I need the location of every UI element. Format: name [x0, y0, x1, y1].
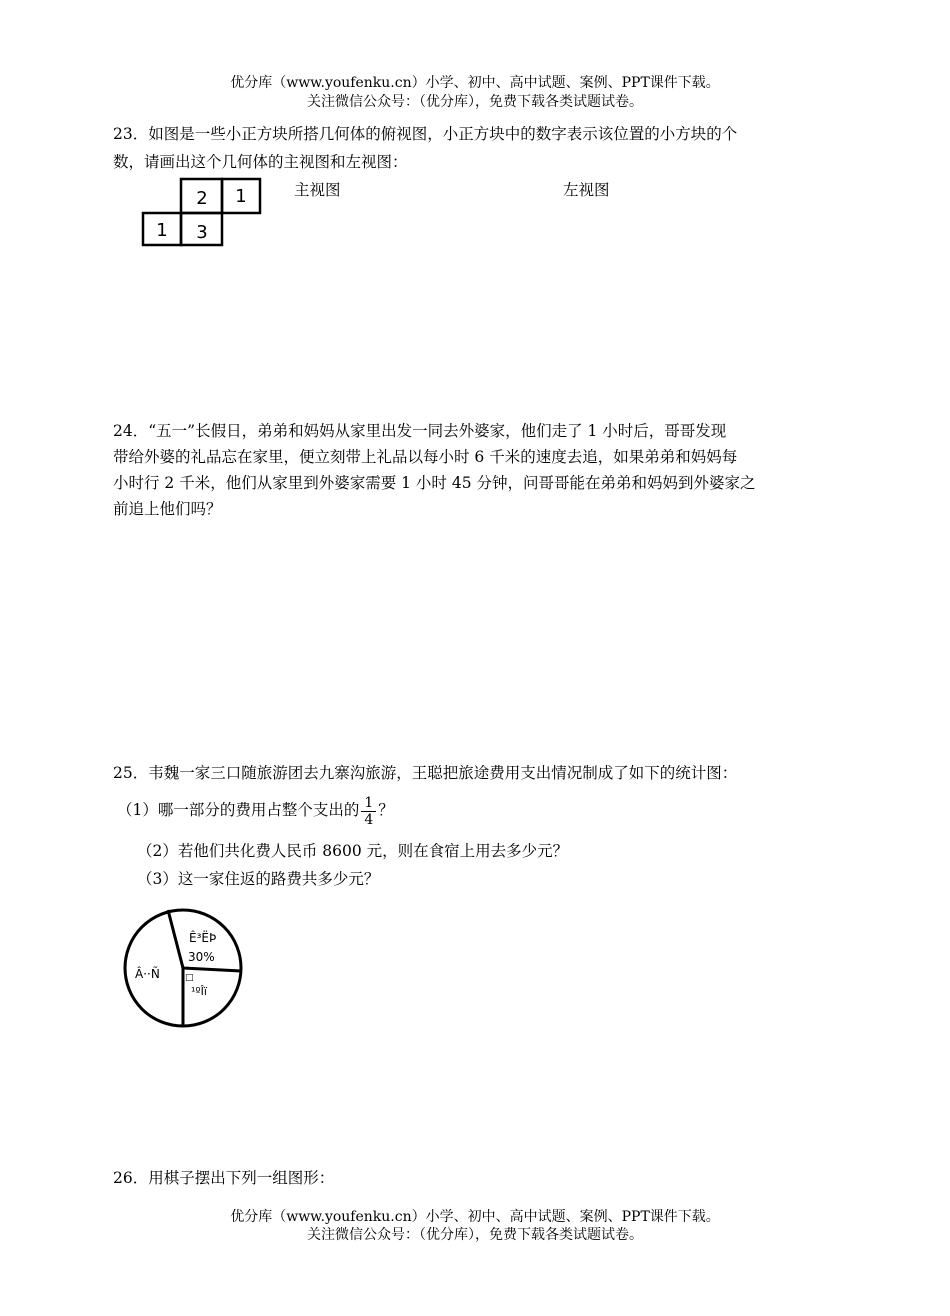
fraction-numerator: 1 [361, 795, 376, 812]
q25-sub1-prefix: （1）哪一部分的费用占整个支出的 [117, 801, 360, 819]
pie-label-percent: 30% [188, 950, 215, 964]
pie-center-mark: □ [185, 973, 194, 983]
grid-number-top-left: 2 [196, 188, 208, 209]
q24-line-3: 小时行 2 千米，他们从家里到外婆家需要 1 小时 45 分钟，问哥哥能在弟弟和妈妈到外婆家之 [113, 474, 756, 492]
expense-pie-chart [118, 902, 250, 1032]
q26-line-1: 26．用棋子摆出下列一组图形： [113, 1169, 335, 1187]
q25-sub1-suffix: ？ [378, 801, 394, 819]
grid-number-bottom-right: 3 [196, 222, 208, 243]
header-line-2: 关注微信公众号：（优分库），免费下载各类试题试卷。 [307, 94, 643, 110]
q25-sub3: （3）这一家住返的路费共多少元？ [137, 870, 380, 888]
left-view-label: 左视图 [563, 181, 610, 199]
grid-number-top-right: 1 [235, 186, 247, 207]
q25-sub2: （2）若他们共化费人民币 8600 元，则在食宿上用去多少元？ [137, 842, 569, 860]
fraction-denominator: 4 [364, 811, 374, 828]
q24-line-1: 24．“五一”长假日，弟弟和妈妈从家里出发一同去外婆家，他们走了 1 小时后，哥哥发现 [113, 422, 727, 440]
footer-line-1: 优分库（www.youfenku.cn）小学、初中、高中试题、案例、PPT课件下载。 [230, 1209, 720, 1225]
pie-label-shopping: ¹ºÎï [191, 985, 207, 998]
pie-label-food-lodging: Ê³ËÞ [189, 931, 217, 945]
q23-line-2: 数，请画出这个几何体的主视图和左视图： [113, 153, 408, 171]
q23-line-1: 23．如图是一些小正方块所搭几何体的俯视图，小正方块中的数字表示该位置的小方块的个 [113, 125, 738, 143]
grid-number-bottom-left: 1 [156, 220, 168, 241]
one-quarter-fraction [361, 795, 376, 828]
q25-line-1: 25．韦魏一家三口随旅游团去九寨沟旅游，王聪把旅途费用支出情况制成了如下的统计图： [113, 764, 738, 782]
front-view-label: 主视图 [294, 181, 341, 199]
footer-line-2: 关注微信公众号：（优分库），免费下载各类试题试卷。 [307, 1227, 643, 1243]
pie-divider-top [168, 910, 183, 968]
pie-label-travel: Â··Ñ [135, 967, 160, 981]
q24-line-4: 前追上他们吗？ [113, 500, 222, 518]
top-view-grid [138, 175, 268, 250]
q24-line-2: 带给外婆的礼品忘在家里，便立刻带上礼品以每小时 6 千米的速度去追，如果弟弟和妈妈每 [113, 448, 738, 466]
header-line-1: 优分库（www.youfenku.cn）小学、初中、高中试题、案例、PPT课件下载。 [230, 75, 720, 91]
pie-divider-right [183, 968, 241, 971]
q25-sub1 [117, 790, 394, 830]
